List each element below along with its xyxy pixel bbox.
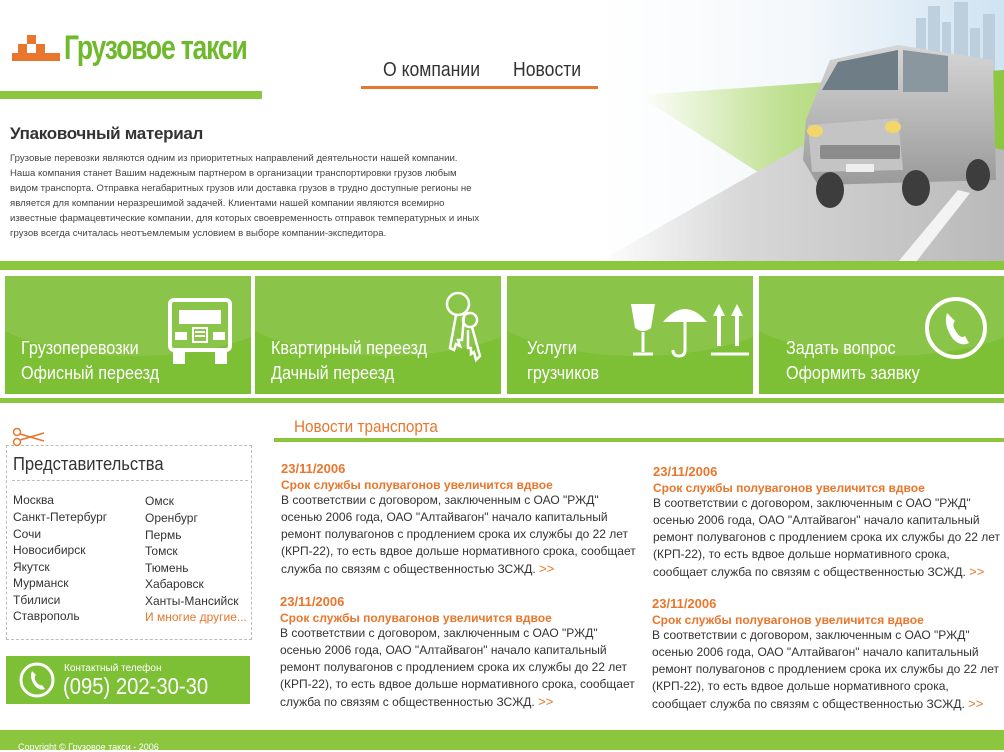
tile-moving-line2: Дачный переезд (271, 363, 395, 383)
header-green-bar (0, 91, 262, 99)
city-item[interactable]: Якутск (13, 560, 50, 574)
city-item[interactable]: Томск (145, 544, 178, 558)
news-body (281, 492, 641, 578)
footer (0, 730, 1004, 750)
city-item[interactable]: Ханты-Мансийск (145, 594, 239, 608)
news-body (280, 625, 640, 711)
offices-divider (12, 480, 248, 481)
news-more-link[interactable]: >> (969, 564, 985, 579)
more-cities-link[interactable]: И многие другие... (145, 610, 247, 624)
intro-title: Упаковочный материал (10, 124, 204, 143)
news-body-text: В соответствии с договором, заключенным с ОАО "РЖД" осенью 2006 года, ОАО "Алтайвагон" начало капитальный ремонт полувагонов с продлением срока их службы до 22 лет (КРП-22), то есть вдвое дольше нормативного срока, сообщает служба по связям с общественностью ЗСЖД. (653, 496, 1001, 579)
city-item[interactable]: Оренбург (145, 511, 198, 525)
logo-text: Грузовое такси (64, 29, 247, 67)
news-date: 23/11/2006 (281, 461, 346, 476)
news-item (652, 596, 1004, 713)
nav-news[interactable]: Новости (512, 59, 582, 81)
intro-text: Грузовые перевозки являются одним из приоритетных направлений деятельности нашей компании. Наша компания станет Вашим надежным партнером в организации транспортировки грузов любым видом транспорта. Отправка негабаритных грузов или доставка грузов в трудно доступные регионы не является для компании неразрешимой задачей. Клиентами нашей компании являются всемирно известные фармацевтические компании, для которых своевременность отправок температурных и иных грузов всегда считалась неотъемлемым условием в выборе компании-экспедитора. (10, 153, 480, 239)
news-more-link[interactable]: >> (539, 561, 555, 576)
city-item[interactable]: Санкт-Петербург (13, 510, 108, 524)
tile-question[interactable] (759, 276, 1004, 394)
news-body-text: В соответствии с договором, заключенным с ОАО "РЖД" осенью 2006 года, ОАО "Алтайвагон" начало капитальный ремонт полувагонов с продлением срока их службы до 22 лет (КРП-22), то есть вдвое дольше нормативного срока, сообщает служба по связям с общественностью ЗСЖД. (280, 626, 635, 709)
tile-moving[interactable] (255, 276, 501, 394)
news-item (280, 594, 640, 711)
news-body (653, 495, 1004, 581)
news-date: 23/11/2006 (280, 594, 345, 609)
hero-van-illustration (598, 0, 1004, 262)
tile-loaders-line2: грузчиков (527, 363, 600, 383)
tile-question-line2: Оформить заявку (786, 363, 920, 383)
tile-cargo-line2: Офисный переезд (21, 363, 160, 383)
tile-loaders[interactable] (507, 276, 753, 394)
logo-mark-icon (12, 35, 60, 65)
offices-title: Представительства (13, 454, 164, 474)
news-body (652, 627, 1004, 713)
news-title-underline (274, 438, 1004, 442)
news-headline[interactable]: Срок службы полувагонов увеличится вдвое (653, 481, 925, 495)
city-item[interactable]: Тюмень (145, 561, 189, 575)
city-item[interactable]: Ставрополь (13, 609, 80, 623)
news-item (653, 464, 1004, 581)
phone-icon (18, 661, 56, 699)
phone-icon (923, 295, 989, 361)
copyright-text: Copyright © Грузовое такси - 2006 (18, 742, 159, 752)
city-item[interactable]: Новосибирск (13, 543, 86, 557)
news-body-text: В соответствии с договором, заключенным с ОАО "РЖД" осенью 2006 года, ОАО "Алтайвагон" начало капитальный ремонт полувагонов с продлением срока их службы до 22 лет (КРП-22), то есть вдвое дольше нормативного срока, сообщает служба по связям с общественностью ЗСЖД. (652, 628, 1000, 711)
contact-label: Контактный телефон (64, 663, 162, 674)
contact-number[interactable]: (095) 202-30-30 (63, 673, 209, 699)
news-headline[interactable]: Срок службы полувагонов увеличится вдвое (280, 611, 552, 625)
city-item[interactable]: Мурманск (13, 576, 69, 590)
nav-about[interactable]: О компании (383, 59, 481, 81)
tile-moving-line1: Квартирный переезд (271, 338, 428, 358)
news-more-link[interactable]: >> (968, 696, 984, 711)
city-item[interactable]: Омск (145, 494, 174, 508)
truck-icon (167, 296, 233, 366)
news-headline[interactable]: Срок службы полувагонов увеличится вдвое (652, 613, 924, 627)
city-item[interactable]: Хабаровск (145, 577, 204, 591)
cargo-symbols-icon (627, 302, 751, 358)
tile-cargo[interactable] (5, 276, 251, 394)
tile-question-line1: Задать вопрос (786, 338, 896, 358)
contact-phone-box (6, 656, 250, 704)
scissors-icon (12, 427, 46, 447)
keys-icon (438, 290, 488, 370)
services-band-top (0, 261, 1004, 270)
city-item[interactable]: Сочи (13, 527, 42, 541)
news-more-link[interactable]: >> (538, 694, 554, 709)
news-body-text: В соответствии с договором, заключенным с ОАО "РЖД" осенью 2006 года, ОАО "Алтайвагон" начало капитальный ремонт полувагонов с продлением срока их службы до 22 лет (КРП-22), то есть вдвое дольше нормативного срока, сообщает служба по связям с общественностью ЗСЖД. (281, 493, 636, 576)
city-item[interactable]: Пермь (145, 528, 182, 542)
news-headline[interactable]: Срок службы полувагонов увеличится вдвое (281, 478, 553, 492)
city-item[interactable]: Москва (13, 493, 54, 507)
news-item (281, 461, 641, 578)
news-date: 23/11/2006 (653, 464, 718, 479)
services-band-bottom (0, 398, 1004, 403)
tile-loaders-line1: Услуги (527, 338, 577, 358)
news-date: 23/11/2006 (652, 596, 717, 611)
news-section-title: Новости транспорта (294, 417, 438, 436)
tile-cargo-line1: Грузоперевозки (21, 338, 139, 358)
city-item[interactable]: Тбилиси (13, 593, 61, 607)
